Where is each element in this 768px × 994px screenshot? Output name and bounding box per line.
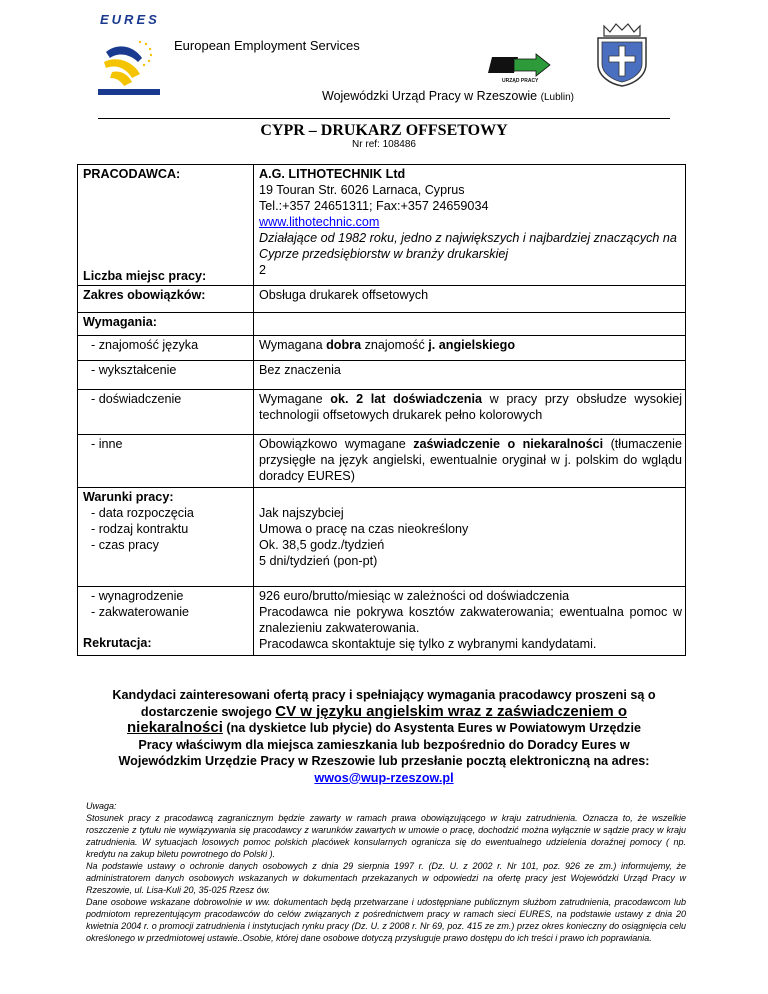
reference-number: Nr ref: 108486 [352, 139, 416, 150]
job-title: CYPR – DRUKARZ OFFSETOWY [260, 122, 508, 139]
duties-label: Zakres obowiązków: [78, 286, 254, 313]
other-value: Obowiązkowo wymagane zaświadczenie o niekaralności (tłumaczenie przysięgłe na język angielski, ewentualnie oryginał w j. polskim do wglądu doradcy EURES) [254, 435, 686, 488]
table-row [78, 435, 686, 488]
header-divider [98, 118, 670, 119]
regional-crest [590, 22, 654, 88]
start-label: - data rozpoczęcia [91, 506, 194, 520]
employer-address: 19 Touran Str. 6026 Larnaca, Cyprus [259, 183, 465, 197]
offer-table [77, 164, 686, 656]
office-name: Wojewódzki Urząd Pracy w Rzeszowie (Lublin) [322, 89, 574, 103]
legal-note [86, 800, 686, 944]
table-row [78, 390, 686, 435]
application-instructions: Kandydaci zainteresowani ofertą pracy i spełniający wymagania pracodawcy proszeni są o dostarczenie swojego CV w języku angielskim wraz z zaświadczeniem o niekaralności (na dyskietce lub płycie) do Asystenta Eures w Powiatowym Urzędzie Pracy właściwym dla miejsca zamieszkania lub bezpośrednio do Doradcy Eures w Wojewódzkim Urzędzie Pracy w Rzeszowie lub przesłanie pocztą elektroniczną na adres: wwos@wup-rzeszow.pl [112, 688, 656, 785]
days-value: 5 dni/tydzień (pon-pt) [259, 554, 378, 568]
education-value: Bez znaczenia [254, 361, 686, 390]
employer-phone: Tel.:+357 24651311; Fax:+357 24659034 [259, 199, 489, 213]
places-label: Liczba miejsc pracy: [83, 269, 207, 283]
table-row [78, 361, 686, 390]
salary-value: 926 euro/brutto/miesiąc w zależności od doświadczenia [259, 589, 570, 603]
urzad-pracy-logo [484, 49, 552, 85]
note-heading: Uwaga: [86, 801, 117, 811]
recruitment-label: Rekrutacja: [83, 636, 152, 650]
note-paragraph: Dane osobowe wskazane dobrowolnie w ww. dokumentach będą przetwarzane i udostępniane publicznym służbom zatrudnienia, pracodawcom lub podmiotom reprezentującym pracodawców do celów związanych z pośrednictwem pracy w ramach sieci EURES, na podstawie ustawy z dnia 20 kwietnia 2004 r. o promocji zatrudnienia i instytucjach rynku pracy (Dz. U. z 2008 r. Nr 69, poz. 415 ze zm.) przez okres konieczny do osiągnięcia celu określonego w przedmiotowej ustawie..Osobie, której dane osobowe dotyczą przysługuje prawo dostępu do ich treści i prawo ich poprawiania. [86, 897, 686, 943]
employer-description: Działające od 1982 roku, jedno z największych i najbardziej znaczących na Cyprze przedsiębiorstw w branży drukarskiej [259, 231, 677, 261]
places-value: 2 [259, 263, 267, 277]
employer-name: A.G. LITHOTECHNIK Ltd [259, 167, 406, 181]
language-value: Wymagana dobra znajomość j. angielskiego [254, 336, 686, 361]
conditions-label: Warunki pracy: [83, 490, 174, 504]
other-label: - inne [78, 435, 254, 488]
organization-name: European Employment Services [174, 38, 360, 53]
table-row [78, 488, 686, 587]
table-row [78, 587, 686, 656]
housing-label: - zakwaterowanie [91, 605, 189, 619]
language-label: - znajomość języka [78, 336, 254, 361]
note-paragraph: Na podstawie ustawy o ochronie danych osobowych z dnia 29 sierpnia 1997 r. (Dz. U. z 2002 r. Nr 101, poz. 926 ze zm.) informujemy, że administratorem danych osobowych wskazanych w dokumentach przekazanych w odpowiedzi na ofertę pracy jest Wojewódzki Urząd Pracy w Rzeszowie, ul. Lisa-Kuli 20, 35-025 Rzesz ów. [86, 861, 686, 895]
requirements-label: Wymagania: [78, 313, 254, 336]
contract-value: Umowa o pracę na czas nieokreślony [259, 522, 469, 536]
experience-label: - doświadczenie [78, 390, 254, 435]
hours-value: Ok. 38,5 godz./tydzień [259, 538, 385, 552]
housing-value: Pracodawca nie pokrywa kosztów zakwaterowania; ewentualna pomoc w znalezieniu zakwaterowania. [259, 605, 682, 635]
recruitment-value: Pracodawca skontaktuje się tylko z wybranymi kandydatami. [259, 637, 597, 651]
salary-label: - wynagrodzenie [91, 589, 184, 603]
employer-website-link[interactable]: www.lithotechnic.com [259, 215, 380, 229]
hours-label: - czas pracy [91, 538, 159, 552]
start-value: Jak najszybciej [259, 506, 344, 520]
experience-value: Wymagane ok. 2 lat doświadczenia w pracy przy obsłudze wysokiej technologii offsetowych drukarek pełno kolorowych [254, 390, 686, 435]
up-logo-text: URZĄD PRACY [502, 78, 539, 84]
table-row [78, 165, 686, 286]
table-row [78, 286, 686, 313]
education-label: - wykształcenie [78, 361, 254, 390]
note-paragraph: Stosunek pracy z pracodawcą zagranicznym będzie zawarty w ramach prawa obowiązującego w kraju zatrudnienia. Oznacza to, że wszelkie roszczenie z tytułu nie wywiązywania się pracodawcy z warunków zawartych w umowie o pracę, dochodzić można wyłącznie w sądzie pracy w kraju zatrudnienia. W sytuacjach losowych pomoc polskich placówek konsularnych ogranicza się do ewentualnego udzielenia doraźnej pomocy ( np. kredytu na zakup biletu powrotnego do Polski ). [86, 813, 686, 859]
contract-label: - rodzaj kontraktu [91, 522, 189, 536]
table-row [78, 313, 686, 336]
contact-email-link[interactable]: wwos@wup-rzeszow.pl [314, 770, 454, 785]
duties-value: Obsługa drukarek offsetowych [254, 286, 686, 313]
employer-label: PRACODAWCA: [83, 167, 181, 181]
eures-wordmark: EURES [100, 12, 160, 27]
table-row [78, 336, 686, 361]
